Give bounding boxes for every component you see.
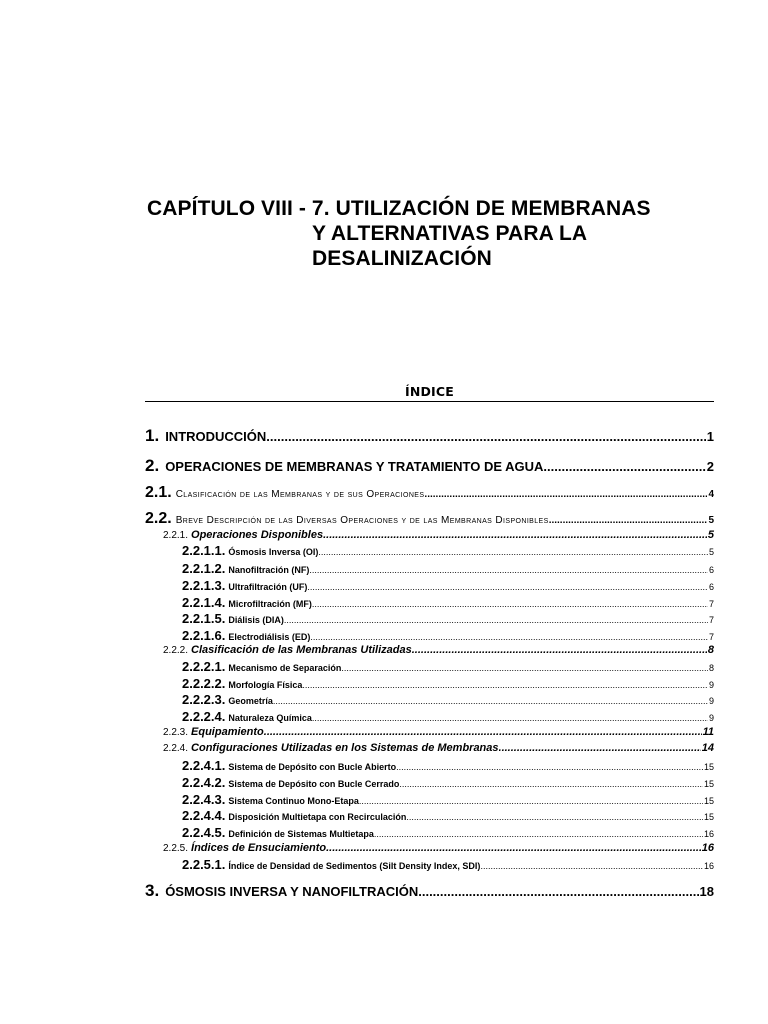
toc-entry[interactable] — [182, 709, 714, 724]
toc-entry-number: 2.2.4.1. — [182, 758, 226, 773]
toc-entry-label: ÓSMOSIS INVERSA Y NANOFILTRACIÓN — [165, 884, 419, 899]
toc-leader-dots — [312, 599, 708, 609]
toc-entry-page: 9 — [708, 696, 714, 706]
toc-entry[interactable] — [182, 595, 714, 610]
toc-entry[interactable] — [182, 628, 714, 643]
toc-entry-number: 2.2.5.1. — [182, 857, 226, 872]
toc-leader-dots — [549, 515, 708, 526]
toc-entry-label: Diálisis (DIA) — [228, 615, 284, 625]
toc-entry[interactable] — [145, 510, 714, 528]
toc-entry-label: Sistema de Depósito con Bucle Abierto — [228, 762, 397, 772]
toc-entry[interactable] — [163, 842, 714, 854]
toc-entry-number: 2.2.1.1. — [182, 543, 226, 558]
toc-entry-label: Electrodiálisis (ED) — [228, 632, 311, 642]
chapter-title-line: Y ALTERNATIVAS PARA LA — [312, 222, 588, 245]
toc-entry[interactable] — [182, 611, 714, 626]
toc-entry-page: 15 — [703, 812, 714, 822]
toc-leader-dots — [374, 829, 703, 839]
toc-entry-number: 2.2.4.3. — [182, 792, 226, 807]
toc-entry-page: 4 — [708, 489, 714, 500]
toc-leader-dots — [273, 696, 708, 706]
toc-entry[interactable] — [182, 543, 714, 558]
toc-entry-page: 5 — [708, 515, 714, 526]
toc-entry-label: Índices de Ensuciamiento — [191, 842, 327, 854]
toc-entry-label: Sistema Continuo Mono-Etapa — [228, 796, 359, 806]
toc-entry-page: 16 — [703, 829, 714, 839]
toc-entry[interactable] — [182, 561, 714, 576]
toc-entry[interactable] — [145, 426, 714, 446]
toc-leader-dots — [406, 812, 703, 822]
toc-entry-number: 2.2.4.4. — [182, 808, 226, 823]
toc-entry-number: 2.2.1.2. — [182, 561, 226, 576]
toc-entry[interactable] — [182, 692, 714, 707]
toc-leader-dots — [359, 796, 703, 806]
toc-entry-label: Breve Descripción de las Diversas Operaciones y de las Membranas Disponibles — [175, 515, 549, 526]
chapter-title-line: CAPÍTULO VIII - 7. UTILIZACIÓN DE MEMBRANAS — [147, 197, 651, 220]
toc-entry-label: Microfiltración (MF) — [228, 599, 312, 609]
toc-entry-page: 16 — [701, 842, 714, 854]
toc-entry-number: 2.2.3. — [163, 727, 189, 738]
toc-leader-dots — [543, 459, 705, 474]
toc-entry-label: Sistema de Depósito con Bucle Cerrado — [228, 779, 400, 789]
toc-leader-dots — [418, 884, 698, 899]
toc-entry-page: 8 — [708, 663, 714, 673]
toc-entry-label: OPERACIONES DE MEMBRANAS Y TRATAMIENTO DE AGUA — [165, 459, 544, 474]
toc-entry[interactable] — [163, 529, 714, 541]
toc-leader-dots — [499, 742, 701, 754]
toc-entry[interactable] — [163, 644, 714, 656]
toc-leader-dots — [309, 565, 708, 575]
toc-leader-dots — [412, 644, 707, 656]
toc-entry-page: 7 — [708, 599, 714, 609]
toc-entry-number: 3. — [145, 881, 160, 900]
toc-leader-dots — [312, 713, 708, 723]
toc-entry-label: Índice de Densidad de Sedimentos (Silt Density Index, SDI) — [228, 861, 481, 871]
toc-entry-number: 2.2.2.1. — [182, 659, 226, 674]
toc-entry-label: Configuraciones Utilizadas en los Sistemas de Membranas — [191, 742, 499, 754]
toc-entry[interactable] — [145, 456, 714, 476]
toc-entry-label: Ósmosis Inversa (OI) — [228, 547, 319, 557]
toc-leader-dots — [480, 861, 703, 871]
toc-entry-number: 2.2. — [145, 510, 172, 527]
toc-leader-dots — [326, 842, 701, 854]
toc-entry[interactable] — [182, 676, 714, 691]
toc-entry-number: 2.2.1.6. — [182, 628, 226, 643]
toc-entry-page: 8 — [707, 644, 714, 656]
toc-entry-page: 15 — [703, 779, 714, 789]
chapter-title — [147, 196, 727, 271]
toc-entry-number: 2.2.2.3. — [182, 692, 226, 707]
toc-entry-label: INTRODUCCIÓN — [165, 429, 267, 444]
toc-entry-number: 2. — [145, 456, 160, 475]
toc-entry-number: 2.2.2.4. — [182, 709, 226, 724]
toc-leader-dots — [318, 547, 708, 557]
toc-entry-page: 16 — [703, 861, 714, 871]
toc-entry[interactable] — [163, 726, 714, 738]
toc-entry-label: Disposición Multietapa con Recirculación — [228, 812, 407, 822]
toc-entry[interactable] — [182, 578, 714, 593]
toc-leader-dots — [424, 489, 707, 500]
toc-entry-page: 6 — [708, 565, 714, 575]
toc-entry[interactable] — [182, 659, 714, 674]
toc-entry-label: Clasificación de las Membranas Utilizadas — [191, 644, 412, 656]
toc-entry-number: 2.2.4.5. — [182, 825, 226, 840]
toc-leader-dots — [302, 680, 708, 690]
toc-leader-dots — [264, 726, 702, 738]
toc-entry-page: 18 — [699, 884, 714, 899]
toc-entry-page: 2 — [706, 459, 714, 474]
toc-entry-number: 2.2.2. — [163, 645, 189, 656]
toc-entry[interactable] — [145, 484, 714, 502]
toc-leader-dots — [396, 762, 703, 772]
toc-entry-number: 2.2.5. — [163, 843, 189, 854]
toc-entry-label: Definición de Sistemas Multietapa — [228, 829, 374, 839]
toc-entry[interactable] — [182, 808, 714, 823]
toc-leader-dots — [310, 632, 708, 642]
index-heading: ÍNDICE — [404, 384, 455, 399]
toc-entry[interactable] — [145, 881, 714, 901]
toc-leader-dots — [323, 529, 707, 541]
toc-entry-number: 2.1. — [145, 484, 172, 501]
toc-entry-number: 2.2.1.4. — [182, 595, 226, 610]
toc-entry-page: 11 — [702, 726, 714, 738]
toc-entry-label: Nanofiltración (NF) — [228, 565, 310, 575]
toc-entry[interactable] — [182, 792, 714, 807]
toc-entry[interactable] — [182, 825, 714, 840]
toc-entry[interactable] — [182, 857, 714, 872]
chapter-title-line: DESALINIZACIÓN — [312, 247, 492, 270]
toc-leader-dots — [341, 663, 708, 673]
toc-entry-number: 2.2.1.5. — [182, 611, 226, 626]
toc-entry-label: Operaciones Disponibles — [191, 529, 324, 541]
toc-entry-label: Ultrafiltración (UF) — [228, 582, 308, 592]
toc-entry[interactable] — [182, 758, 714, 773]
toc-entry-label: Naturaleza Química — [228, 713, 312, 723]
toc-entry-label: Equipamiento — [191, 726, 264, 738]
toc-entry-page: 7 — [708, 615, 714, 625]
toc-entry-page: 9 — [708, 680, 714, 690]
toc-entry-page: 7 — [708, 632, 714, 642]
toc-entry-page: 6 — [708, 582, 714, 592]
toc-entry-number: 2.2.2.2. — [182, 676, 226, 691]
toc-entry-number: 1. — [145, 426, 160, 445]
toc-entry-number: 2.2.4.2. — [182, 775, 226, 790]
toc-entry-number: 2.2.1.3. — [182, 578, 226, 593]
toc-entry[interactable] — [182, 775, 714, 790]
toc-leader-dots — [284, 615, 708, 625]
toc-leader-dots — [399, 779, 703, 789]
toc-entry-page: 15 — [703, 762, 714, 772]
toc-entry-number: 2.2.4. — [163, 743, 189, 754]
toc-entry-page: 15 — [703, 796, 714, 806]
toc-entry-label: Clasificación de las Membranas y de sus Operaciones — [175, 489, 425, 500]
toc-entry-page: 5 — [708, 547, 714, 557]
toc-entry-label: Morfología Física — [228, 680, 303, 690]
toc-entry[interactable] — [163, 742, 714, 754]
toc-entry-page: 5 — [707, 529, 714, 541]
toc-entry-page: 9 — [708, 713, 714, 723]
toc-leader-dots — [266, 429, 705, 444]
toc-leader-dots — [307, 582, 708, 592]
index-divider — [145, 401, 714, 402]
toc-entry-number: 2.2.1. — [163, 530, 189, 541]
toc-entry-page: 14 — [701, 742, 714, 754]
toc-entry-label: Mecanismo de Separación — [228, 663, 342, 673]
toc-entry-label: Geometría — [228, 696, 273, 706]
toc-entry-page: 1 — [706, 429, 714, 444]
